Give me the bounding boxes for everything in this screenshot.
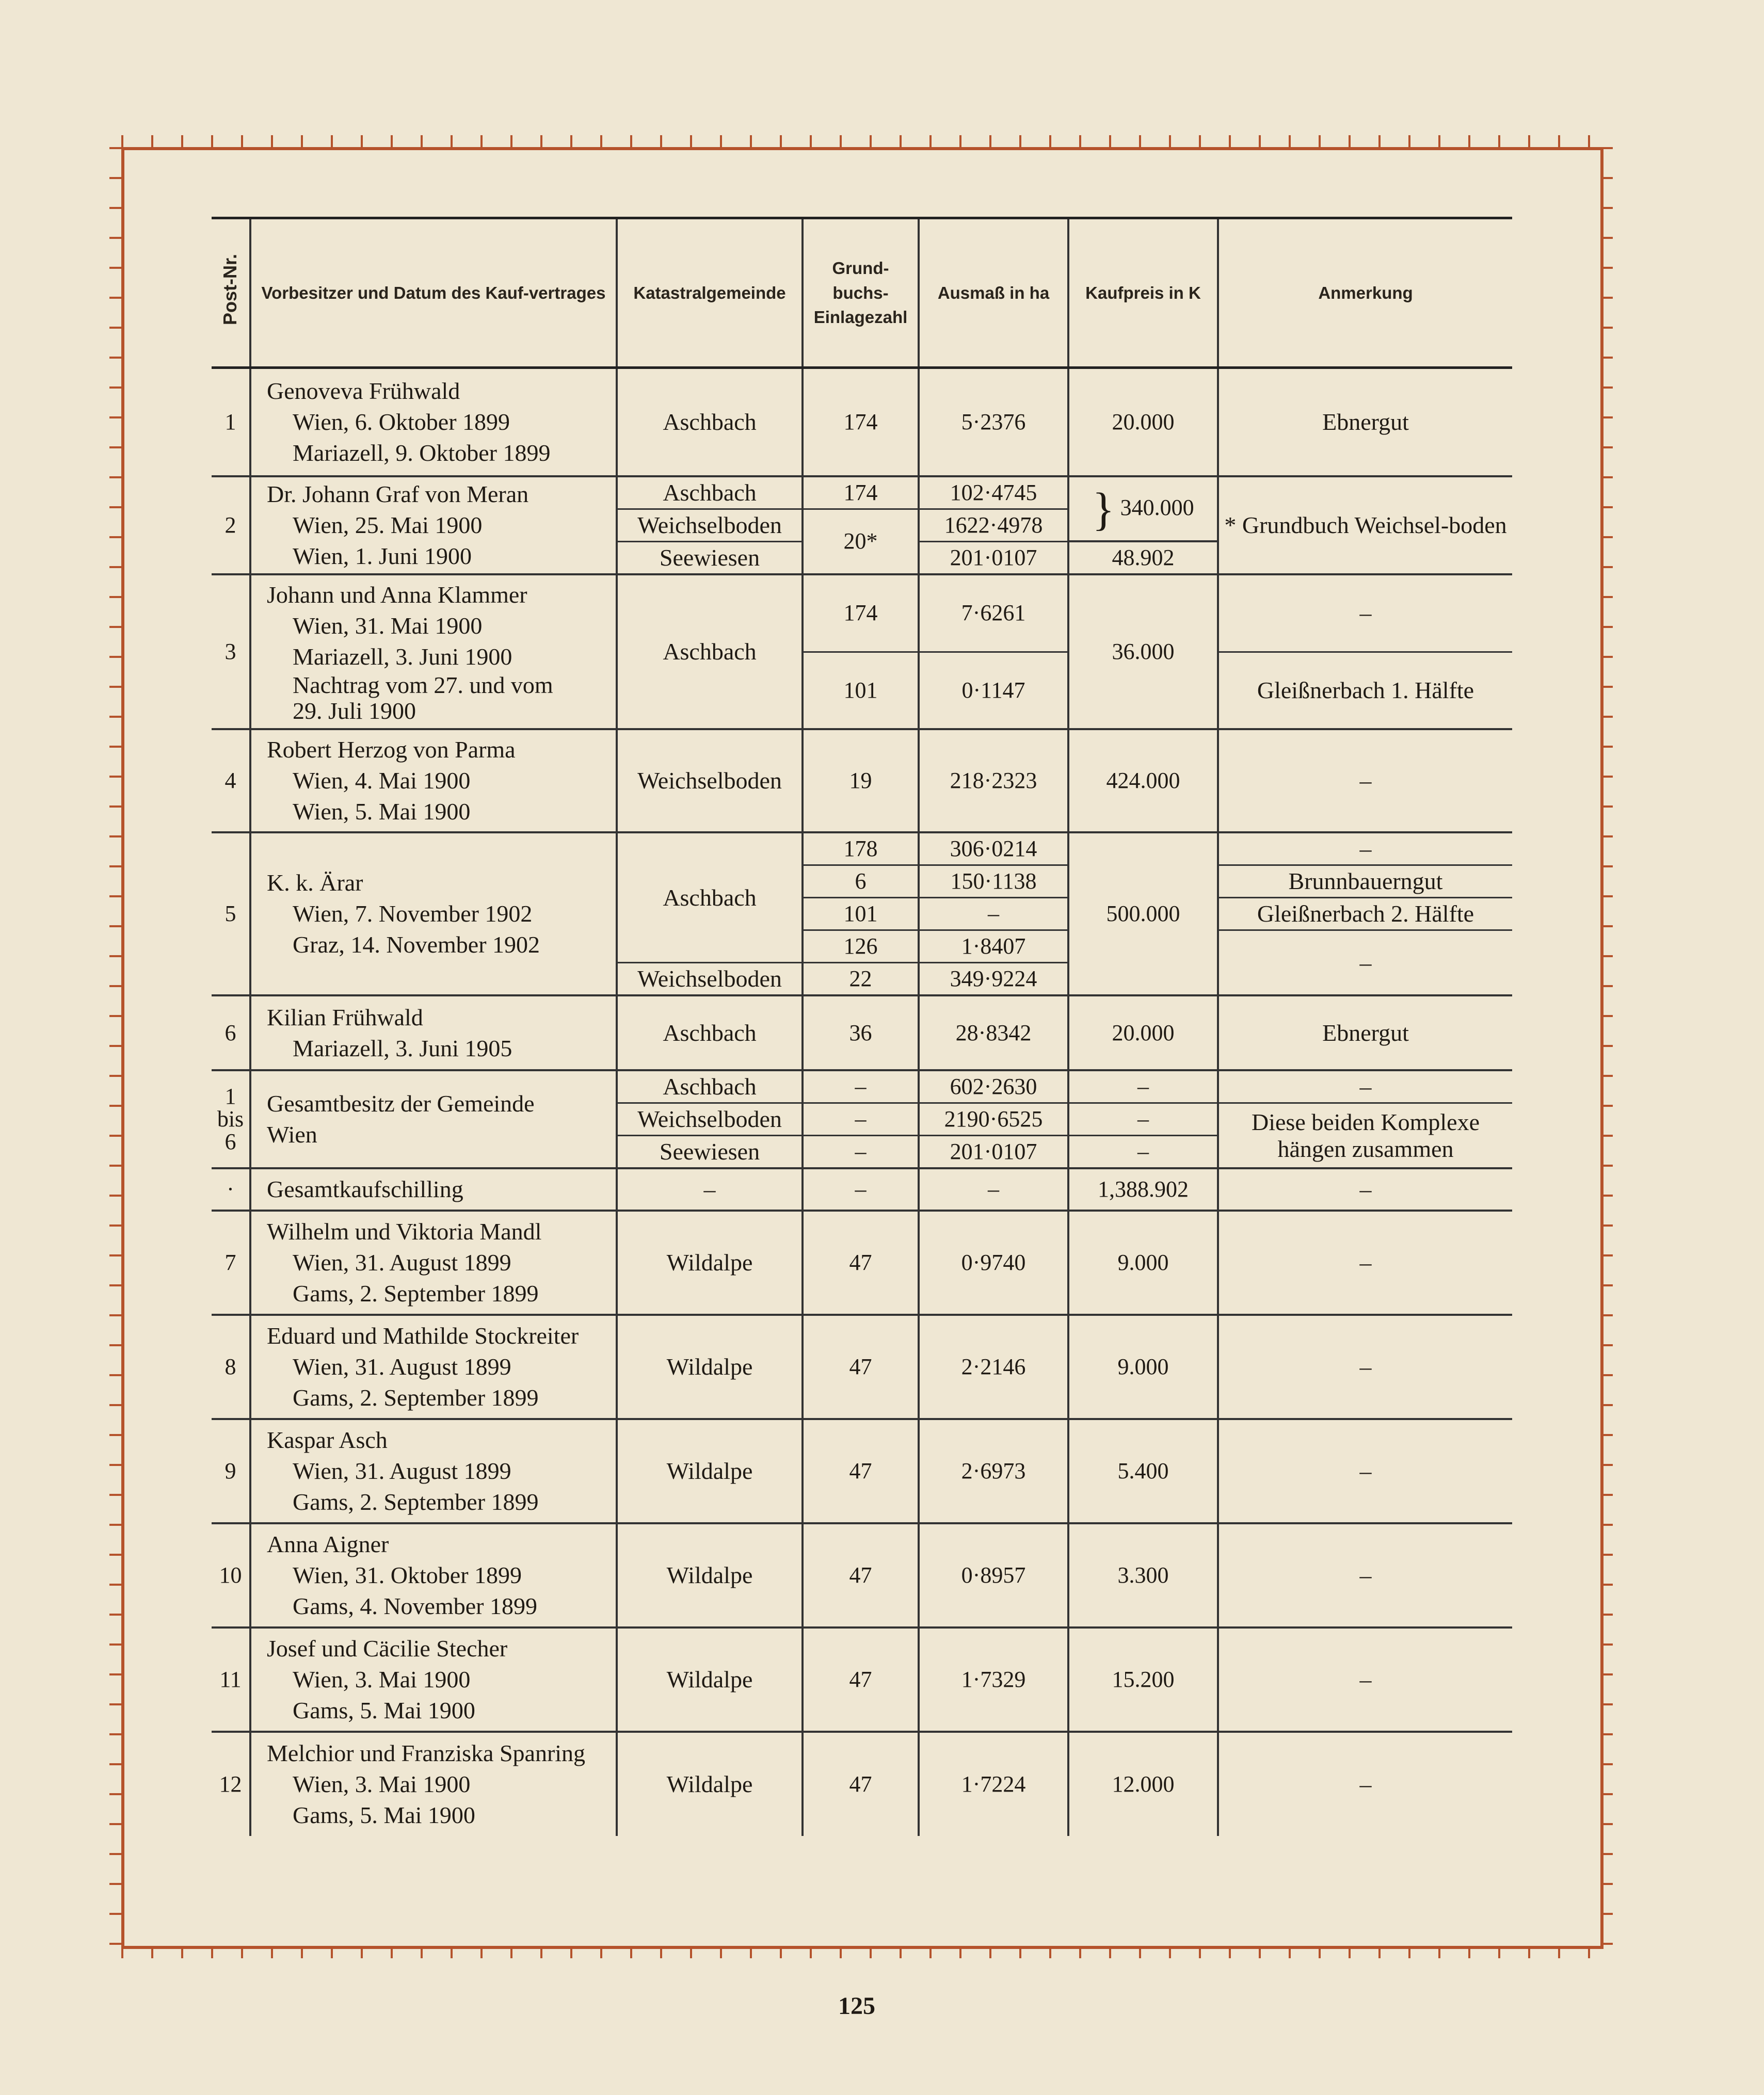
- einlagezahl: 22: [803, 963, 919, 996]
- contract-note: 29. Juli 1900: [293, 698, 416, 724]
- anmerkung: Gleißnerbach 1. Hälfte: [1218, 652, 1512, 729]
- contract-date: Wien, 6. Oktober 1899: [293, 408, 510, 435]
- anmerkung: –: [1218, 832, 1512, 865]
- post-nr: 6: [212, 995, 250, 1070]
- katastralgemeinde: Weichselboden: [617, 729, 803, 832]
- katastralgemeinde: –: [617, 1168, 803, 1211]
- contract-date: Wien, 31. August 1899: [293, 1458, 511, 1484]
- kaufpreis: 9.000: [1068, 1315, 1218, 1419]
- einlagezahl: 47: [803, 1523, 919, 1627]
- einlagezahl: 174: [803, 574, 919, 652]
- vorbesitzer: [250, 1211, 617, 1315]
- vorbesitzer: [250, 1627, 617, 1732]
- contract-date: Gams, 2. September 1899: [293, 1280, 539, 1307]
- einlagezahl: 47: [803, 1627, 919, 1732]
- header-vorbesitzer: Vorbesitzer und Datum des Kauf-vertrages: [250, 218, 617, 368]
- ausmass: 28·8342: [919, 995, 1068, 1070]
- anmerkung: –: [1218, 930, 1512, 996]
- contract-date: Wien, 31. Mai 1900: [293, 613, 483, 639]
- contract-note: Nachtrag vom 27. und vom: [293, 672, 553, 698]
- post-range-end: 6: [224, 1129, 236, 1154]
- anmerkung: –: [1218, 1523, 1512, 1627]
- einlagezahl: 47: [803, 1315, 919, 1419]
- vorbesitzer: [250, 1419, 617, 1523]
- table-row: [212, 1315, 1512, 1419]
- owner-name: Kaspar Asch: [267, 1427, 388, 1453]
- anmerkung: –: [1218, 1168, 1512, 1211]
- header-katastral: Katastralgemeinde: [617, 218, 803, 368]
- table-header-row: [212, 218, 1512, 368]
- einlagezahl: –: [803, 1103, 919, 1136]
- kaufpreis: 36.000: [1068, 574, 1218, 729]
- einlagezahl: 174: [803, 368, 919, 476]
- post-range-start: 1: [224, 1084, 236, 1109]
- contract-date: Gams, 4. November 1899: [293, 1593, 537, 1619]
- ausmass: 0·1147: [919, 652, 1068, 729]
- ausmass: –: [919, 1168, 1068, 1211]
- ausmass: 2·6973: [919, 1419, 1068, 1523]
- einlagezahl: 101: [803, 652, 919, 729]
- ausmass: 349·9224: [919, 963, 1068, 996]
- anmerkung: Brunnbauerngut: [1218, 865, 1512, 898]
- katastralgemeinde: Aschbach: [617, 995, 803, 1070]
- ausmass: –: [919, 898, 1068, 930]
- post-nr: 2: [212, 476, 250, 575]
- anmerkung: * Grundbuch Weichsel-boden: [1218, 476, 1512, 575]
- anmerkung: –: [1218, 1315, 1512, 1419]
- ausmass: 1622·4978: [919, 509, 1068, 541]
- contract-date: Wien, 31. August 1899: [293, 1249, 511, 1276]
- kaufpreis: 424.000: [1068, 729, 1218, 832]
- ausmass: 201·0107: [919, 541, 1068, 574]
- frame-right-ornament: [1600, 147, 1613, 1949]
- vorbesitzer: Gesamtkaufschilling: [250, 1168, 617, 1211]
- vorbesitzer: [250, 1523, 617, 1627]
- vorbesitzer: [250, 476, 617, 575]
- table-row: [212, 1523, 1512, 1627]
- anmerkung: –: [1218, 1627, 1512, 1732]
- frame-top-ornament: [121, 135, 1603, 148]
- ausmass: 201·0107: [919, 1136, 1068, 1169]
- contract-date: Mariazell, 3. Juni 1905: [293, 1035, 512, 1061]
- einlagezahl: –: [803, 1168, 919, 1211]
- anmerkung: –: [1218, 1070, 1512, 1103]
- contract-date: Wien, 3. Mai 1900: [293, 1666, 471, 1693]
- ausmass: 1·8407: [919, 930, 1068, 963]
- ausmass: 0·9740: [919, 1211, 1068, 1315]
- vorbesitzer: [250, 1070, 617, 1168]
- kaufpreis: 12.000: [1068, 1732, 1218, 1836]
- contract-date: Wien, 31. Oktober 1899: [293, 1562, 522, 1588]
- contract-date: Wien, 1. Juni 1900: [293, 542, 472, 569]
- katastralgemeinde: Aschbach: [617, 368, 803, 476]
- vorbesitzer: [250, 1732, 617, 1836]
- kaufpreis: 20.000: [1068, 368, 1218, 476]
- katastralgemeinde: Weichselboden: [617, 1103, 803, 1136]
- header-ausmass: Ausmaß in ha: [919, 218, 1068, 368]
- table-row: [212, 1732, 1512, 1836]
- contract-date: Wien, 25. Mai 1900: [293, 511, 483, 538]
- owner-name: Gesamtbesitz der Gemeinde: [267, 1090, 535, 1117]
- kaufpreis: –: [1068, 1136, 1218, 1169]
- owner-name: Melchior und Franziska Spanring: [267, 1740, 586, 1766]
- header-post-label: Post-Nr.: [219, 254, 241, 326]
- post-nr: 5: [212, 832, 250, 995]
- katastralgemeinde: Wildalpe: [617, 1315, 803, 1419]
- vorbesitzer: [250, 832, 617, 995]
- page-number: 125: [838, 1992, 875, 2020]
- katastralgemeinde: Weichselboden: [617, 509, 803, 541]
- kaufpreis: 500.000: [1068, 832, 1218, 995]
- einlagezahl: 47: [803, 1419, 919, 1523]
- einlagezahl: 126: [803, 930, 919, 963]
- einlagezahl: 47: [803, 1732, 919, 1836]
- vorbesitzer: [250, 1315, 617, 1419]
- contract-date: Graz, 14. November 1902: [293, 931, 540, 958]
- einlagezahl: 20*: [803, 509, 919, 574]
- katastralgemeinde: Aschbach: [617, 574, 803, 729]
- ausmass: 0·8957: [919, 1523, 1068, 1627]
- table-row: [212, 832, 1512, 865]
- contract-date: Wien, 5. Mai 1900: [293, 798, 471, 825]
- brace-icon: }: [1092, 484, 1115, 535]
- einlagezahl: 6: [803, 865, 919, 898]
- katastralgemeinde: Seewiesen: [617, 541, 803, 574]
- anmerkung: –: [1218, 574, 1512, 652]
- anmerkung: –: [1218, 729, 1512, 832]
- ausmass: 218·2323: [919, 729, 1068, 832]
- contract-date: Gams, 5. Mai 1900: [293, 1802, 475, 1828]
- property-table: [212, 217, 1512, 1836]
- katastralgemeinde: Wildalpe: [617, 1627, 803, 1732]
- ausmass: 602·2630: [919, 1070, 1068, 1103]
- post-nr: 10: [212, 1523, 250, 1627]
- table-row: [212, 1627, 1512, 1732]
- contract-date: Gams, 5. Mai 1900: [293, 1697, 475, 1723]
- contract-date: Mariazell, 3. Juni 1900: [293, 643, 512, 670]
- owner-name: K. k. Ärar: [267, 869, 363, 896]
- katastralgemeinde: Aschbach: [617, 476, 803, 509]
- katastralgemeinde: Aschbach: [617, 832, 803, 963]
- table-row: [212, 1211, 1512, 1315]
- table-row: [212, 995, 1512, 1070]
- post-nr: 7: [212, 1211, 250, 1315]
- owner-name: Wien: [267, 1121, 317, 1148]
- owner-name: Eduard und Mathilde Stockreiter: [267, 1323, 579, 1349]
- einlagezahl: 36: [803, 995, 919, 1070]
- katastralgemeinde: Wildalpe: [617, 1732, 803, 1836]
- kaufpreis: –: [1068, 1070, 1218, 1103]
- owner-name: Josef und Cäcilie Stecher: [267, 1635, 508, 1662]
- post-nr: 3: [212, 574, 250, 729]
- kaufpreis: 15.200: [1068, 1627, 1218, 1732]
- anmerkung: Diese beiden Komplexe hängen zusammen: [1218, 1103, 1512, 1169]
- katastralgemeinde: Weichselboden: [617, 963, 803, 996]
- ausmass: 7·6261: [919, 574, 1068, 652]
- post-nr: [212, 1070, 250, 1168]
- anmerkung: –: [1218, 1732, 1512, 1836]
- table-row: [212, 1070, 1512, 1103]
- owner-name: Johann und Anna Klammer: [267, 582, 527, 608]
- table-row: [212, 476, 1512, 509]
- kaufpreis: –: [1068, 1103, 1218, 1136]
- einlagezahl: –: [803, 1070, 919, 1103]
- vorbesitzer: [250, 729, 617, 832]
- kaufpreis: 5.400: [1068, 1419, 1218, 1523]
- vorbesitzer: [250, 995, 617, 1070]
- header-kaufpreis: Kaufpreis in K: [1068, 218, 1218, 368]
- owner-name: Dr. Johann Graf von Meran: [267, 480, 529, 507]
- header-post: [212, 218, 250, 368]
- ausmass: 306·0214: [919, 832, 1068, 865]
- einlagezahl: –: [803, 1136, 919, 1169]
- owner-name: Genoveva Frühwald: [267, 377, 460, 404]
- post-nr: 4: [212, 729, 250, 832]
- ausmass: 2190·6525: [919, 1103, 1068, 1136]
- contract-date: Mariazell, 9. Oktober 1899: [293, 439, 551, 466]
- katastralgemeinde: Wildalpe: [617, 1523, 803, 1627]
- contract-date: Gams, 2. September 1899: [293, 1384, 539, 1411]
- table-row: [212, 1419, 1512, 1523]
- post-nr: ·: [212, 1168, 250, 1211]
- owner-name: Kilian Frühwald: [267, 1004, 423, 1030]
- ausmass: 150·1138: [919, 865, 1068, 898]
- einlagezahl: 178: [803, 832, 919, 865]
- katastralgemeinde: Wildalpe: [617, 1419, 803, 1523]
- frame-bottom-ornament: [121, 1946, 1603, 1958]
- ausmass: 2·2146: [919, 1315, 1068, 1419]
- contract-date: Wien, 3. Mai 1900: [293, 1771, 471, 1797]
- post-nr: 12: [219, 1771, 242, 1797]
- contract-date: Wien, 7. November 1902: [293, 900, 533, 927]
- ausmass: 5·2376: [919, 368, 1068, 476]
- vorbesitzer: [250, 368, 617, 476]
- kaufpreis-value: 340.000: [1120, 494, 1194, 520]
- ausmass: 102·4745: [919, 476, 1068, 509]
- contract-date: Wien, 4. Mai 1900: [293, 767, 471, 794]
- header-anmerkung: Anmerkung: [1218, 218, 1512, 368]
- post-nr: 9: [212, 1419, 250, 1523]
- owner-name: Robert Herzog von Parma: [267, 736, 516, 763]
- post-nr: 8: [212, 1315, 250, 1419]
- ausmass: 1·7224: [919, 1732, 1068, 1836]
- anmerkung: Ebnergut: [1218, 995, 1512, 1070]
- anmerkung: Gleißnerbach 2. Hälfte: [1218, 898, 1512, 930]
- vorbesitzer: [250, 574, 617, 729]
- einlagezahl: 47: [803, 1211, 919, 1315]
- anmerkung: Ebnergut: [1218, 368, 1512, 476]
- katastralgemeinde: Seewiesen: [617, 1136, 803, 1169]
- post-nr: 11: [212, 1627, 250, 1732]
- header-grundbuch: Grund-buchs-Einlagezahl: [803, 218, 919, 368]
- kaufpreis: 48.902: [1068, 541, 1218, 574]
- contract-date: Wien, 31. August 1899: [293, 1353, 511, 1380]
- table-row-total: [212, 1168, 1512, 1211]
- katastralgemeinde: Aschbach: [617, 1070, 803, 1103]
- table-row: [212, 368, 1512, 476]
- frame-left-ornament: [109, 147, 122, 1949]
- ausmass: 1·7329: [919, 1627, 1068, 1732]
- kaufpreis: 3.300: [1068, 1523, 1218, 1627]
- einlagezahl: 101: [803, 898, 919, 930]
- kaufpreis: 9.000: [1068, 1211, 1218, 1315]
- post-range-bis: bis: [217, 1106, 244, 1132]
- kaufpreis: [1068, 476, 1218, 542]
- kaufpreis: 20.000: [1068, 995, 1218, 1070]
- katastralgemeinde: Wildalpe: [617, 1211, 803, 1315]
- owner-name: Wilhelm und Viktoria Mandl: [267, 1218, 542, 1245]
- post-nr: 1: [212, 368, 250, 476]
- anmerkung: –: [1218, 1419, 1512, 1523]
- kaufpreis-total: 1,388.902: [1068, 1168, 1218, 1211]
- table-row: [212, 729, 1512, 832]
- einlagezahl: 19: [803, 729, 919, 832]
- einlagezahl: 174: [803, 476, 919, 509]
- table-row: [212, 574, 1512, 652]
- owner-name: Anna Aigner: [267, 1531, 389, 1557]
- anmerkung: –: [1218, 1211, 1512, 1315]
- contract-date: Gams, 2. September 1899: [293, 1489, 539, 1515]
